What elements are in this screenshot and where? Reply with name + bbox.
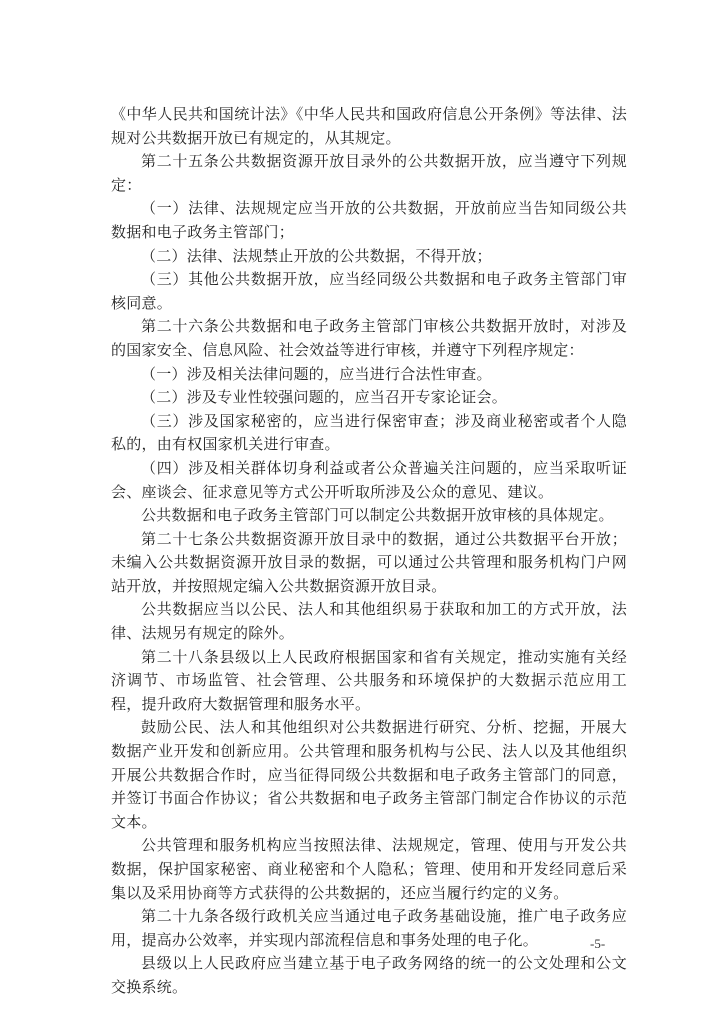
paragraph-article-25-item-3: （三）其他公共数据开放，应当经同级公共数据和电子政务主管部门审核同意。: [111, 270, 627, 312]
paragraph-article-29-document-system: 县级以上人民政府应当建立基于电子政务网络的统一的公文处理和公文交换系统。: [111, 954, 627, 996]
paragraph-article-27: 第二十七条公共数据资源开放目录中的数据，通过公共数据平台开放；未编入公共数据资源开放目录的数据，可以通过公共管理和服务机构门户网站开放，并按照规定编入公共数据资源开放目录。: [111, 529, 627, 595]
paragraph-statute-reference: 《中华人民共和国统计法》《中华人民共和国政府信息公开条例》等法律、法规对公共数据开放已有规定的，从其规定。: [111, 105, 627, 147]
document-body: [111, 103, 627, 1000]
paragraph-article-27-open-format: 公共数据应当以公民、法人和其他组织易于获取和加工的方式开放，法律、法规另有规定的除外。: [111, 600, 627, 643]
paragraph-article-26-item-3: （三）涉及国家秘密的，应当进行保密审查；涉及商业秘密或者个人隐私的，由有权国家机关进行审查。: [111, 411, 627, 454]
paragraph-article-28: 第二十八条县级以上人民政府根据国家和省有关规定，推动实施有关经济调节、市场监管、社会管理、公共服务和环境保护的大数据示范应用工程，提升政府大数据管理和服务水平。: [111, 647, 627, 713]
paragraph-article-25-item-2: （二）法律、法规禁止开放的公共数据，不得开放；: [141, 246, 492, 265]
paragraph-article-28-cooperation: 鼓励公民、法人和其他组织对公共数据进行研究、分析、挖掘，开展大数据产业开发和创新应用。公共管理和服务机构与公民、法人以及其他组织开展公共数据合作时，应当征得同级公共数据和电子政务主管部门的同意，并签订书面合作协议；省公共数据和电子政务主管部门制定合作协议的示范文本。: [111, 718, 627, 831]
paragraph-article-28-management: 公共管理和服务机构应当按照法律、法规规定，管理、使用与开发公共数据，保护国家秘密、商业秘密和个人隐私；管理、使用和开发经同意后采集以及采用协商等方式获得的公共数据的，还应当履行约定的义务。: [111, 836, 627, 902]
paragraph-article-26-item-4: （四）涉及相关群体切身利益或者公众普遍关注问题的，应当采取听证会、座谈会、征求意见等方式公开听取所涉及公众的意见、建议。: [111, 458, 627, 501]
page-number: -5-: [590, 936, 606, 951]
paragraph-article-26-item-1: （一）涉及相关法律问题的，应当进行合法性审查。: [141, 364, 492, 383]
paragraph-article-29: 第二十九条各级行政机关应当通过电子政务基础设施，推广电子政务应用，提高办公效率，并实现内部流程信息和事务处理的电子化。: [111, 907, 627, 949]
paragraph-article-26-review-rules: 公共数据和电子政务主管部门可以制定公共数据开放审核的具体规定。: [141, 506, 614, 525]
paragraph-article-26-item-2: （二）涉及专业性较强问题的，应当召开专家论证会。: [141, 388, 508, 407]
paragraph-article-25: 第二十五条公共数据资源开放目录外的公共数据开放，应当遵守下列规定：: [111, 152, 627, 194]
paragraph-article-25-item-1: （一）法律、法规规定应当开放的公共数据，开放前应当告知同级公共数据和电子政务主管部门；: [111, 199, 627, 241]
paragraph-article-26: 第二十六条公共数据和电子政务主管部门审核公共数据开放时，对涉及的国家安全、信息风险、社会效益等进行审核，并遵守下列程序规定：: [111, 317, 627, 359]
